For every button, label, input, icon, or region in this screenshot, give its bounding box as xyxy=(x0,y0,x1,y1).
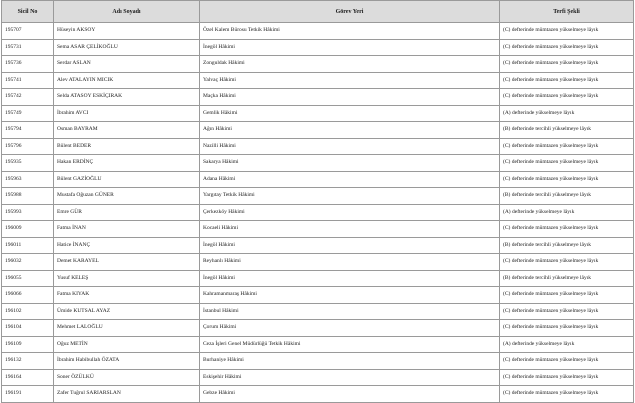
cell-promotion: (C) defterinde mümtazen yükselmeye lâyık xyxy=(500,386,634,403)
cell-name: Fatma KIYAK xyxy=(54,287,200,304)
cell-name: Demet KARAYEL xyxy=(54,254,200,271)
header-gorev: Görev Yeri xyxy=(200,1,500,23)
cell-position: Adana Hâkimi xyxy=(200,171,500,188)
cell-name: Mehmet LALOĞLU xyxy=(54,320,200,337)
cell-promotion: (C) defterinde mümtazen yükselmeye lâyık xyxy=(500,369,634,386)
cell-sicil: 195993 xyxy=(2,204,54,221)
cell-name: Emre GÜR xyxy=(54,204,200,221)
header-terfi: Terfi Şekli xyxy=(500,1,634,23)
cell-promotion: (C) defterinde mümtazen yükselmeye lâyık xyxy=(500,320,634,337)
cell-promotion: (B) defterinde tercihli yükselmeye lâyık xyxy=(500,122,634,139)
cell-sicil: 196011 xyxy=(2,237,54,254)
cell-position: Yargıtay Tetkik Hâkimi xyxy=(200,188,500,205)
cell-name: İbrahim Habibullah ÖZATA xyxy=(54,353,200,370)
cell-position: Yalvaç Hâkimi xyxy=(200,72,500,89)
promotion-table xyxy=(1,0,634,403)
cell-position: Kocaeli Hâkimi xyxy=(200,221,500,238)
cell-sicil: 195749 xyxy=(2,105,54,122)
cell-sicil: 196032 xyxy=(2,254,54,271)
cell-name: Hatice İNANÇ xyxy=(54,237,200,254)
table-row xyxy=(2,369,634,386)
cell-sicil: 195963 xyxy=(2,171,54,188)
cell-promotion: (C) defterinde mümtazen yükselmeye lâyık xyxy=(500,72,634,89)
cell-position: Gemlik Hâkimi xyxy=(200,105,500,122)
cell-name: Osman BAYRAM xyxy=(54,122,200,139)
cell-name: Serdar ASLAN xyxy=(54,56,200,73)
cell-name: İbrahim AVCI xyxy=(54,105,200,122)
cell-name: Hakan ERDİNÇ xyxy=(54,155,200,172)
cell-sicil: 196132 xyxy=(2,353,54,370)
cell-name: Alev ATALAYIN MICIK xyxy=(54,72,200,89)
cell-position: Reyhanlı Hâkimi xyxy=(200,254,500,271)
cell-position: Çerkezköy Hâkimi xyxy=(200,204,500,221)
cell-name: Yusuf KELEŞ xyxy=(54,270,200,287)
cell-promotion: (A) defterinde yükselmeye lâyık xyxy=(500,336,634,353)
cell-name: Bülent BEDER xyxy=(54,138,200,155)
cell-name: Zafer Tuğrul SARIARSLAN xyxy=(54,386,200,403)
table-row xyxy=(2,336,634,353)
table-row xyxy=(2,237,634,254)
cell-promotion: (C) defterinde mümtazen yükselmeye lâyık xyxy=(500,353,634,370)
table-row xyxy=(2,221,634,238)
cell-position: Eskişehir Hâkimi xyxy=(200,369,500,386)
table-row xyxy=(2,303,634,320)
cell-sicil: 196009 xyxy=(2,221,54,238)
table-row xyxy=(2,122,634,139)
cell-name: Selda ATASOY ESKİÇIRAK xyxy=(54,89,200,106)
cell-position: Ceza İşleri Genel Müdürlüğü Tetkik Hâkimi xyxy=(200,336,500,353)
cell-promotion: (C) defterinde mümtazen yükselmeye lâyık xyxy=(500,221,634,238)
cell-position: Çorum Hâkimi xyxy=(200,320,500,337)
table-row xyxy=(2,188,634,205)
cell-name: Soner ÖZÜLKÜ xyxy=(54,369,200,386)
cell-promotion: (C) defterinde mümtazen yükselmeye lâyık xyxy=(500,89,634,106)
cell-sicil: 196191 xyxy=(2,386,54,403)
cell-position: Ağın Hâkimi xyxy=(200,122,500,139)
table-row xyxy=(2,89,634,106)
cell-position: Zonguldak Hâkimi xyxy=(200,56,500,73)
cell-sicil: 195796 xyxy=(2,138,54,155)
table-row xyxy=(2,23,634,40)
table-row xyxy=(2,254,634,271)
cell-position: Nazilli Hâkimi xyxy=(200,138,500,155)
cell-position: Özel Kalem Bürosu Tetkik Hâkimi xyxy=(200,23,500,40)
cell-sicil: 195736 xyxy=(2,56,54,73)
cell-name: Ümide KUTSAL AYAZ xyxy=(54,303,200,320)
cell-name: Bülent GAZİOĞLU xyxy=(54,171,200,188)
cell-name: Oğuz METİN xyxy=(54,336,200,353)
cell-sicil: 196066 xyxy=(2,287,54,304)
cell-promotion: (C) defterinde mümtazen yükselmeye lâyık xyxy=(500,303,634,320)
cell-position: İstanbul Hâkimi xyxy=(200,303,500,320)
cell-promotion: (B) defterinde tercihli yükselmeye lâyık xyxy=(500,270,634,287)
cell-position: Burhaniye Hâkimi xyxy=(200,353,500,370)
cell-promotion: (C) defterinde mümtazen yükselmeye lâyık xyxy=(500,23,634,40)
cell-promotion: (B) defterinde tercihli yükselmeye lâyık xyxy=(500,237,634,254)
cell-promotion: (C) defterinde mümtazen yükselmeye lâyık xyxy=(500,287,634,304)
table-row xyxy=(2,204,634,221)
table-row xyxy=(2,171,634,188)
cell-promotion: (C) defterinde mümtazen yükselmeye lâyık xyxy=(500,39,634,56)
cell-sicil: 195741 xyxy=(2,72,54,89)
table-row xyxy=(2,105,634,122)
cell-sicil: 195731 xyxy=(2,39,54,56)
cell-promotion: (C) defterinde mümtazen yükselmeye lâyık xyxy=(500,56,634,73)
cell-sicil: 195935 xyxy=(2,155,54,172)
header-row xyxy=(2,1,634,23)
header-ad: Adı Soyadı xyxy=(54,1,200,23)
cell-name: Mustafa Oğuzan GÜNER xyxy=(54,188,200,205)
cell-promotion: (A) defterinde yükselmeye lâyık xyxy=(500,105,634,122)
cell-name: Sema ASAR ÇELİKOĞLU xyxy=(54,39,200,56)
cell-promotion: (B) defterinde tercihli yükselmeye lâyık xyxy=(500,188,634,205)
cell-position: Sakarya Hâkimi xyxy=(200,155,500,172)
cell-sicil: 195742 xyxy=(2,89,54,106)
cell-sicil: 196102 xyxy=(2,303,54,320)
table-row xyxy=(2,353,634,370)
cell-name: Fatma İNAN xyxy=(54,221,200,238)
cell-position: Gebze Hâkimi xyxy=(200,386,500,403)
cell-promotion: (C) defterinde mümtazen yükselmeye lâyık xyxy=(500,171,634,188)
header-sicil: Sicil No xyxy=(2,1,54,23)
cell-sicil: 196055 xyxy=(2,270,54,287)
cell-promotion: (A) defterinde yükselmeye lâyık xyxy=(500,204,634,221)
cell-sicil: 196109 xyxy=(2,336,54,353)
cell-promotion: (C) defterinde mümtazen yükselmeye lâyık xyxy=(500,155,634,172)
cell-name: Hüseyin AKSOY xyxy=(54,23,200,40)
table-row xyxy=(2,72,634,89)
cell-sicil: 195794 xyxy=(2,122,54,139)
table-row xyxy=(2,386,634,403)
table-row xyxy=(2,39,634,56)
cell-position: İnegöl Hâkimi xyxy=(200,39,500,56)
cell-position: Maçka Hâkimi xyxy=(200,89,500,106)
table-row xyxy=(2,320,634,337)
cell-position: İnegöl Hâkimi xyxy=(200,270,500,287)
cell-sicil: 195707 xyxy=(2,23,54,40)
table-row xyxy=(2,56,634,73)
table-row xyxy=(2,138,634,155)
cell-sicil: 196164 xyxy=(2,369,54,386)
cell-position: Kahramanmaraş Hâkimi xyxy=(200,287,500,304)
cell-promotion: (C) defterinde mümtazen yükselmeye lâyık xyxy=(500,254,634,271)
cell-promotion: (C) defterinde mümtazen yükselmeye lâyık xyxy=(500,138,634,155)
table-row xyxy=(2,155,634,172)
cell-sicil: 196104 xyxy=(2,320,54,337)
cell-sicil: 195988 xyxy=(2,188,54,205)
table-row xyxy=(2,270,634,287)
cell-position: İnegöl Hâkimi xyxy=(200,237,500,254)
table-row xyxy=(2,287,634,304)
